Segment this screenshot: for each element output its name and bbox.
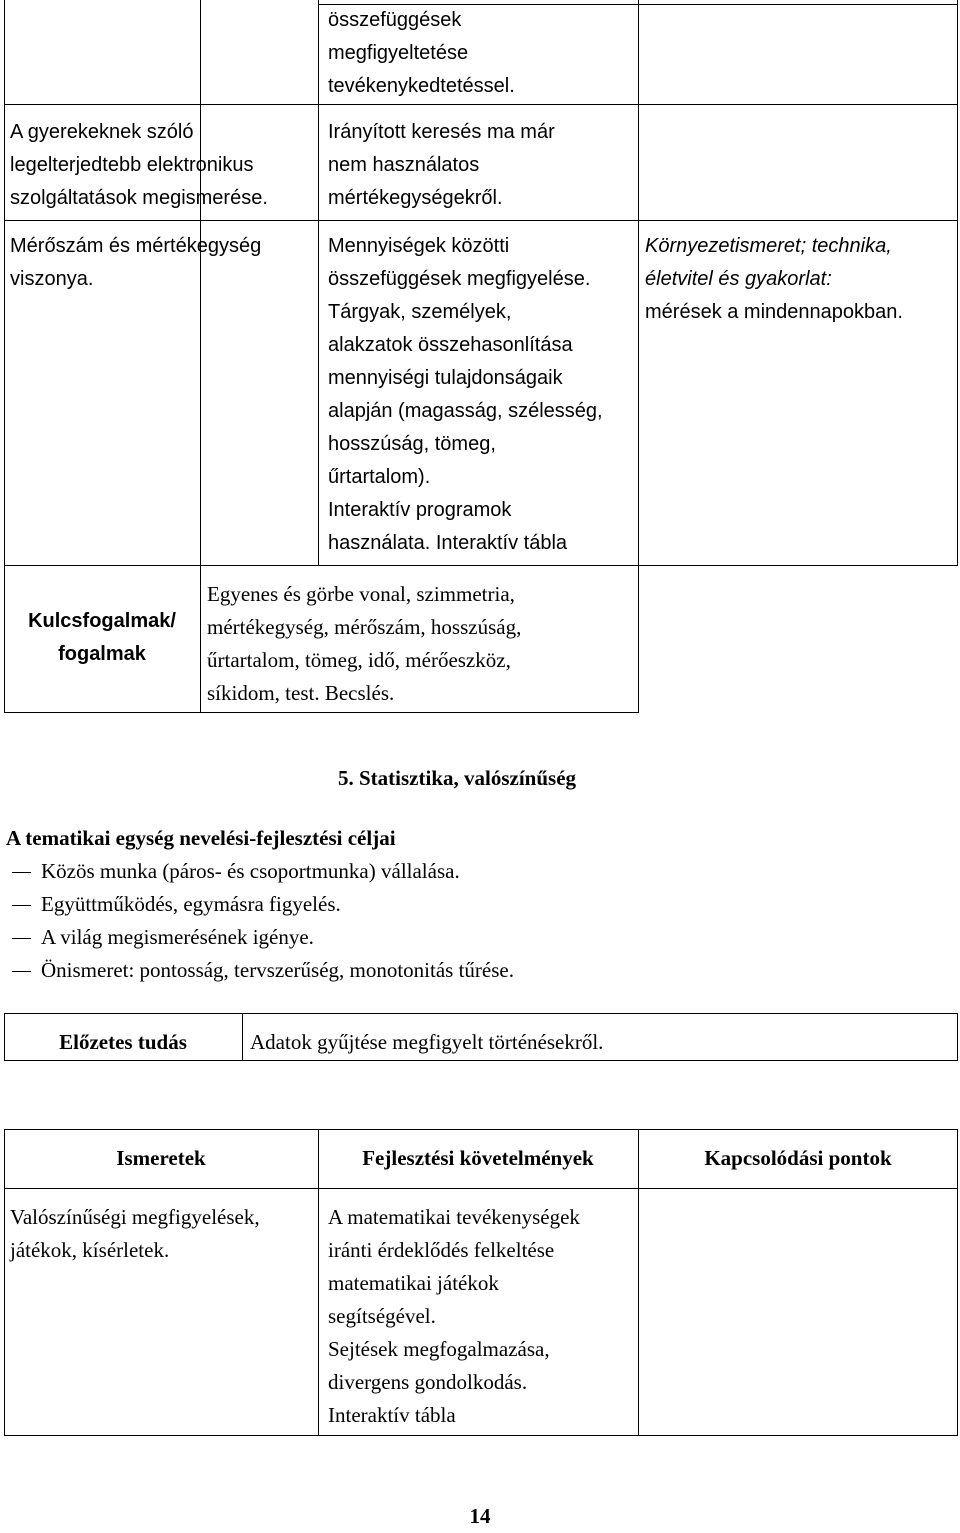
text-line: matematikai játékok xyxy=(328,1271,499,1295)
requirements-cell xyxy=(328,1201,580,1432)
text-line: mennyiségi tulajdonságaik xyxy=(328,367,563,389)
text-line: A matematikai tevékenységek xyxy=(328,1205,580,1229)
text-line: Interaktív tábla xyxy=(328,1403,456,1427)
text-line: Kulcsfogalmak/ xyxy=(28,610,176,632)
top-table-divider-right xyxy=(638,0,639,713)
text-line: Tárgyak, személyek, xyxy=(328,301,512,323)
dash-bullet xyxy=(12,938,31,939)
text-line: Irányított keresés ma már xyxy=(328,121,555,143)
goal-item xyxy=(12,921,314,954)
related-subjects-text: mérések a mindennapokban. xyxy=(645,301,903,323)
text-line: hosszúság, tömeg, xyxy=(328,433,496,455)
dash-bullet xyxy=(12,872,31,873)
knowledge-cell xyxy=(10,1201,260,1267)
text-line: játékok, kísérletek. xyxy=(10,1238,170,1262)
goals-heading: A tematikai egység nevelési-fejlesztési céljai xyxy=(6,826,396,850)
top-table-hline-3 xyxy=(4,220,958,221)
header-connections: Kapcsolódási pontok xyxy=(704,1146,892,1170)
text-line: űrtartalom, tömeg, idő, mérőeszköz, xyxy=(207,648,511,672)
text-line: használata. Interaktív tábla xyxy=(328,532,568,554)
goal-text: Közös munka (páros- és csoportmunka) vállalása. xyxy=(41,859,460,883)
text-line: nem használatos xyxy=(328,154,480,176)
text-line: tevékenykedtetéssel. xyxy=(328,75,515,97)
text-line: Valószínűségi megfigyelések, xyxy=(10,1205,260,1229)
text-line: segítségével. xyxy=(328,1304,436,1328)
prior-knowledge-label: Előzetes tudás xyxy=(59,1030,187,1054)
goal-text: Önismeret: pontosság, tervszerűség, monotonitás tűrése. xyxy=(41,958,514,982)
text-line: Egyenes és görbe vonal, szimmetria, xyxy=(207,582,515,606)
goal-item xyxy=(12,954,514,987)
text-line: alakzatok összehasonlítása xyxy=(328,334,573,356)
text-line: divergens gondolkodás. xyxy=(328,1370,528,1394)
text-line: mértékegység, mérőszám, hosszúság, xyxy=(207,615,522,639)
goal-text: Együttműködés, egymásra figyelés. xyxy=(41,892,341,916)
text-line: Mennyiségek közötti xyxy=(328,235,510,257)
top-table-hline-5 xyxy=(4,712,639,713)
bottom-table-left xyxy=(4,1129,5,1436)
prior-table-bottom xyxy=(4,1060,958,1061)
related-subjects-italic: életvitel és gyakorlat: xyxy=(645,268,832,290)
section-title: 5. Statisztika, valószínűség xyxy=(338,766,577,790)
text-line: űrtartalom). xyxy=(328,466,431,488)
dash-bullet xyxy=(12,905,31,906)
bottom-table-bottom xyxy=(4,1435,958,1436)
top-table-hline-2 xyxy=(4,104,958,105)
dash-bullet xyxy=(12,971,31,972)
goal-text: A világ megismerésének igénye. xyxy=(41,925,314,949)
bottom-table-top xyxy=(4,1129,958,1130)
prior-table-divider xyxy=(242,1013,243,1061)
text-line: megfigyeltetése xyxy=(328,42,469,64)
prior-knowledge-value: Adatok gyűjtése megfigyelt történésekről. xyxy=(250,1030,604,1054)
text-line: alapján (magasság, szélesség, xyxy=(328,400,603,422)
goal-item xyxy=(12,888,341,921)
key-concepts-text xyxy=(207,578,521,710)
text-line: A gyerekeknek szóló xyxy=(10,121,194,143)
top-table-divider-left xyxy=(200,0,201,713)
top-table-divider-mid xyxy=(318,0,319,565)
text-line: Sejtések megfogalmazása, xyxy=(328,1337,550,1361)
text-line: mértékegységekről. xyxy=(328,187,503,209)
row3-mid-cell xyxy=(328,230,603,560)
page-number: 14 xyxy=(469,1504,491,1528)
row2-left-cell xyxy=(10,116,268,215)
bottom-table-divider-1 xyxy=(318,1129,319,1436)
related-subjects-italic: Környezetismeret; technika, xyxy=(645,235,892,257)
text-line: viszonya. xyxy=(10,268,94,290)
header-knowledge: Ismeretek xyxy=(116,1146,206,1170)
key-concepts-label xyxy=(4,605,200,671)
text-line: Interaktív programok xyxy=(328,499,512,521)
row2-mid-cell xyxy=(328,116,555,215)
top-table-hline-1b xyxy=(638,4,958,5)
text-line: összefüggések megfigyelése. xyxy=(328,268,591,290)
row3-left-cell xyxy=(10,230,261,296)
text-line: Mérőszám és mértékegység xyxy=(10,235,262,257)
prior-table-top xyxy=(4,1013,958,1014)
prior-table-right xyxy=(957,1013,958,1061)
bottom-table-header-bottom xyxy=(4,1188,958,1189)
bottom-table-divider-2 xyxy=(638,1129,639,1436)
top-table-hline-4 xyxy=(4,565,958,566)
text-line: legelterjedtebb elektronikus xyxy=(10,154,254,176)
row1-mid-cell xyxy=(328,4,515,103)
text-line: összefüggések xyxy=(328,9,462,31)
text-line: iránti érdeklődés felkeltése xyxy=(328,1238,555,1262)
header-requirements: Fejlesztési követelmények xyxy=(362,1146,594,1170)
bottom-table-right xyxy=(957,1129,958,1436)
row3-right-cell xyxy=(645,230,903,329)
text-line: szolgáltatások megismerése. xyxy=(10,187,268,209)
goal-item xyxy=(12,855,460,888)
text-line: síkidom, test. Becslés. xyxy=(207,681,395,705)
top-table-border-right xyxy=(957,0,958,565)
text-line: fogalmak xyxy=(58,643,146,665)
